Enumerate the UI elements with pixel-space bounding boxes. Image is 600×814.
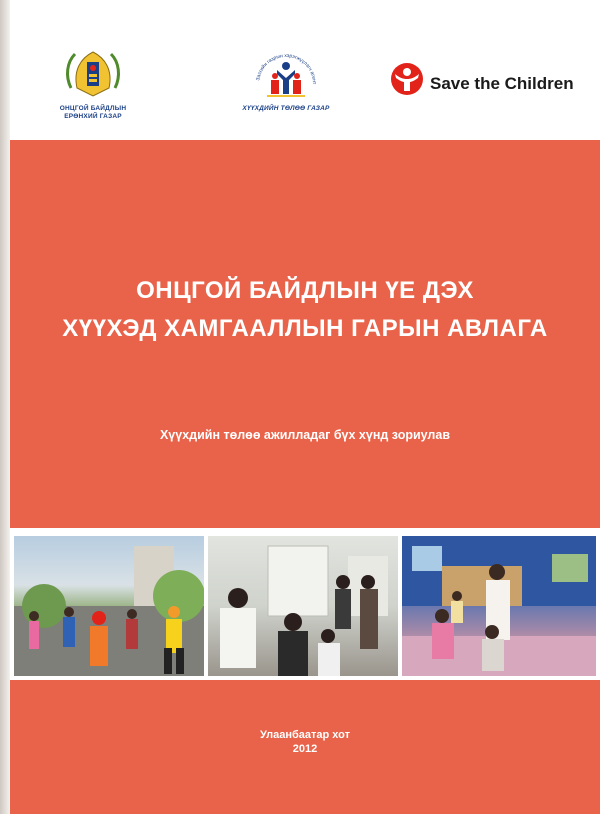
cover-subtitle: Хүүхдийн төлөө ажилладаг бүх хүнд зориулав xyxy=(159,428,451,442)
photo-strip xyxy=(10,528,600,680)
cover-title xyxy=(10,272,600,348)
emergency-agency-logo xyxy=(48,48,138,121)
emblem-icon xyxy=(63,48,123,100)
photo-children-outdoors xyxy=(14,536,204,676)
save-the-children-wordmark: Save the Children xyxy=(430,74,574,93)
photo-training-session xyxy=(208,536,398,676)
save-the-children-icon xyxy=(390,62,424,96)
cover-title-line-2: ХҮҮХЭД ХАМГААЛЛЫН ГАРЫН АВЛАГА xyxy=(62,315,548,342)
publication-year: 2012 xyxy=(292,743,318,755)
emergency-logo-caption-line2: ЕРӨНХИЙ ГАЗАР xyxy=(64,113,122,120)
children-logo-arc-text: Засгийн газрын хэрэгжүүлэгч агент xyxy=(255,52,318,85)
photo-kindergarten-room xyxy=(402,536,596,676)
children-agency-logo xyxy=(236,44,336,113)
cover-title-line-1: ОНЦГОЙ БАЙДЛЫН ҮЕ ДЭХ xyxy=(136,277,474,304)
emergency-logo-caption-line1: ОНЦГОЙ БАЙДЛЫН xyxy=(59,105,127,112)
children-logo-caption: ХҮҮХДИЙН ТӨЛӨӨ ГАЗАР xyxy=(242,105,330,112)
publication-info xyxy=(10,728,600,756)
page-edge xyxy=(0,0,10,814)
logo-header xyxy=(10,0,600,140)
children-family-icon xyxy=(251,44,321,100)
cover-panel xyxy=(10,140,600,814)
publication-city: Улаанбаатар хот xyxy=(259,729,350,741)
